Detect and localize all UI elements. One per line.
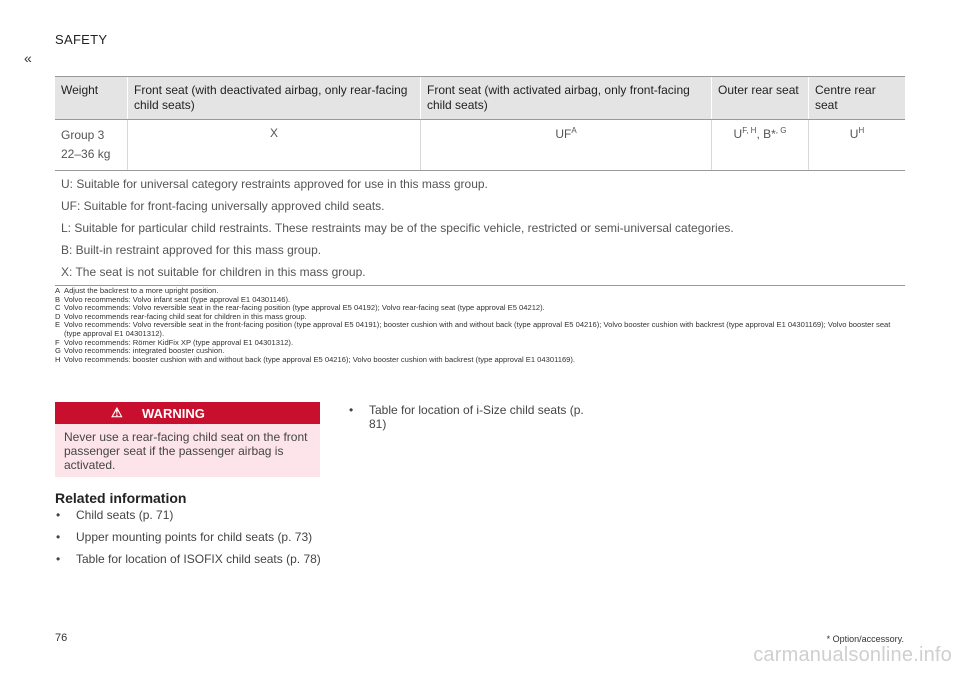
section-header: SAFETY — [55, 32, 108, 47]
footnote-key: E — [55, 320, 61, 330]
group-label: Group 3 — [61, 128, 105, 142]
warning-text: Never use a rear-facing child seat on the front passenger seat if the passenger airbag is activated. — [64, 430, 308, 472]
footnote — [55, 356, 905, 365]
front-deactivated-cell — [128, 120, 421, 171]
footnote-text: Volvo recommends: integrated booster cushion. — [64, 346, 225, 356]
bullet-icon: • — [349, 403, 354, 417]
legend-line: X: The seat is not suitable for children in this mass group. — [61, 265, 366, 279]
outer-rear-b: , B* — [756, 127, 776, 141]
footnote-text: Volvo recommends: Römer KidFix XP (type approval E1 04301312). — [64, 337, 294, 347]
related-link[interactable]: Child seats (p. 71) — [76, 508, 174, 522]
related-link[interactable]: Table for location of ISOFIX child seats (p. 78) — [76, 552, 321, 566]
footnote-text: Volvo recommends: booster cushion with and without back (type approval E5 04216); Volvo booster cushion with backrest (type approval E1 04301169). — [64, 354, 576, 364]
footnote — [55, 321, 905, 338]
legend-line: UF: Suitable for front-facing universally approved child seats. — [61, 199, 385, 213]
footnote-key: G — [55, 346, 61, 356]
col-outer-rear: Outer rear seat — [712, 77, 809, 120]
list-item[interactable] — [55, 508, 330, 522]
outer-rear-u-footnote: F, H — [742, 126, 757, 135]
col-centre-rear: Centre rear seat — [809, 77, 906, 120]
centre-rear-cell — [809, 120, 906, 171]
front-deactivated-value: X — [269, 126, 278, 140]
footnote-key: H — [55, 354, 61, 364]
legend-line: U: Suitable for universal category restraints approved for use in this mass group. — [61, 177, 488, 191]
warning-triangle-icon: ⚠ — [111, 405, 123, 420]
child-seat-table — [55, 76, 905, 286]
legend-row — [55, 171, 905, 286]
front-activated-cell — [421, 120, 712, 171]
weight-cell — [55, 120, 128, 171]
footnote-text: Volvo recommends: Volvo infant seat (type approval E1 04301146). — [64, 294, 291, 304]
footnote-key: D — [55, 311, 61, 321]
related-link[interactable]: Upper mounting points for child seats (p. 73) — [76, 530, 313, 544]
centre-rear-value: U — [849, 127, 859, 141]
footnote-key: B — [55, 294, 61, 304]
col-front-deactivated: Front seat (with deactivated airbag, only rear-facing child seats) — [128, 77, 421, 120]
footnote-key: F — [55, 337, 60, 347]
footnote-text: Volvo recommends rear-facing child seat for children in this mass group. — [64, 311, 307, 321]
page-number: 76 — [55, 632, 68, 644]
outer-rear-b-footnote: , G — [775, 126, 787, 135]
table-footnotes — [55, 287, 905, 364]
front-activated-value: UF — [555, 127, 572, 141]
related-link[interactable]: Table for location of i-Size child seats (p. 81) — [369, 403, 584, 431]
weight-range: 22–36 kg — [61, 147, 111, 161]
outer-rear-cell — [712, 120, 809, 171]
back-chevron-icon[interactable]: « — [24, 50, 32, 66]
option-accessory-note: * Option/accessory. — [826, 634, 904, 644]
footnote-text: Volvo recommends: Volvo reversible seat in the front-facing position (type approval E5 04191); booster cushion with and without back (type approval E5 04216); Volvo booster cushion with backrest (type approval E1 04301169); Volvo booster seat (type approval E1 04301312). — [64, 320, 891, 338]
related-information-title: Related information — [55, 490, 187, 506]
related-information-list-continued — [348, 403, 598, 439]
related-information-list — [55, 508, 330, 574]
bullet-icon: • — [56, 530, 61, 544]
legend-line: L: Suitable for particular child restraints. These restraints may be of the specific vehicle, restricted or semi-universal categories. — [61, 221, 734, 235]
list-item[interactable] — [55, 552, 330, 566]
table-row — [55, 120, 905, 171]
legend-cell — [55, 171, 905, 286]
watermark: carmanualsonline.info — [753, 644, 952, 666]
col-front-activated: Front seat (with activated airbag, only front-facing child seats) — [421, 77, 712, 120]
warning-header — [55, 402, 320, 424]
footnote-text: Volvo recommends: Volvo reversible seat in the rear-facing position (type approval E5 04192); Volvo rear-facing seat (type approval E5 04212). — [64, 303, 545, 313]
outer-rear-u: U — [733, 127, 743, 141]
table-header-row — [55, 77, 905, 120]
bullet-icon: • — [56, 552, 61, 566]
front-activated-footnote: A — [571, 126, 577, 135]
list-item[interactable] — [55, 530, 330, 544]
footnote-key: C — [55, 303, 61, 313]
footnote-key: A — [55, 286, 61, 295]
bullet-icon: • — [56, 508, 61, 522]
col-weight: Weight — [55, 77, 128, 120]
warning-title: WARNING — [142, 406, 205, 421]
centre-rear-footnote: H — [858, 126, 865, 135]
warning-box — [55, 402, 320, 477]
footnote-text: Adjust the backrest to a more upright position. — [64, 286, 219, 295]
list-item[interactable] — [348, 403, 598, 431]
legend-line: B: Built-in restraint approved for this mass group. — [61, 243, 322, 257]
